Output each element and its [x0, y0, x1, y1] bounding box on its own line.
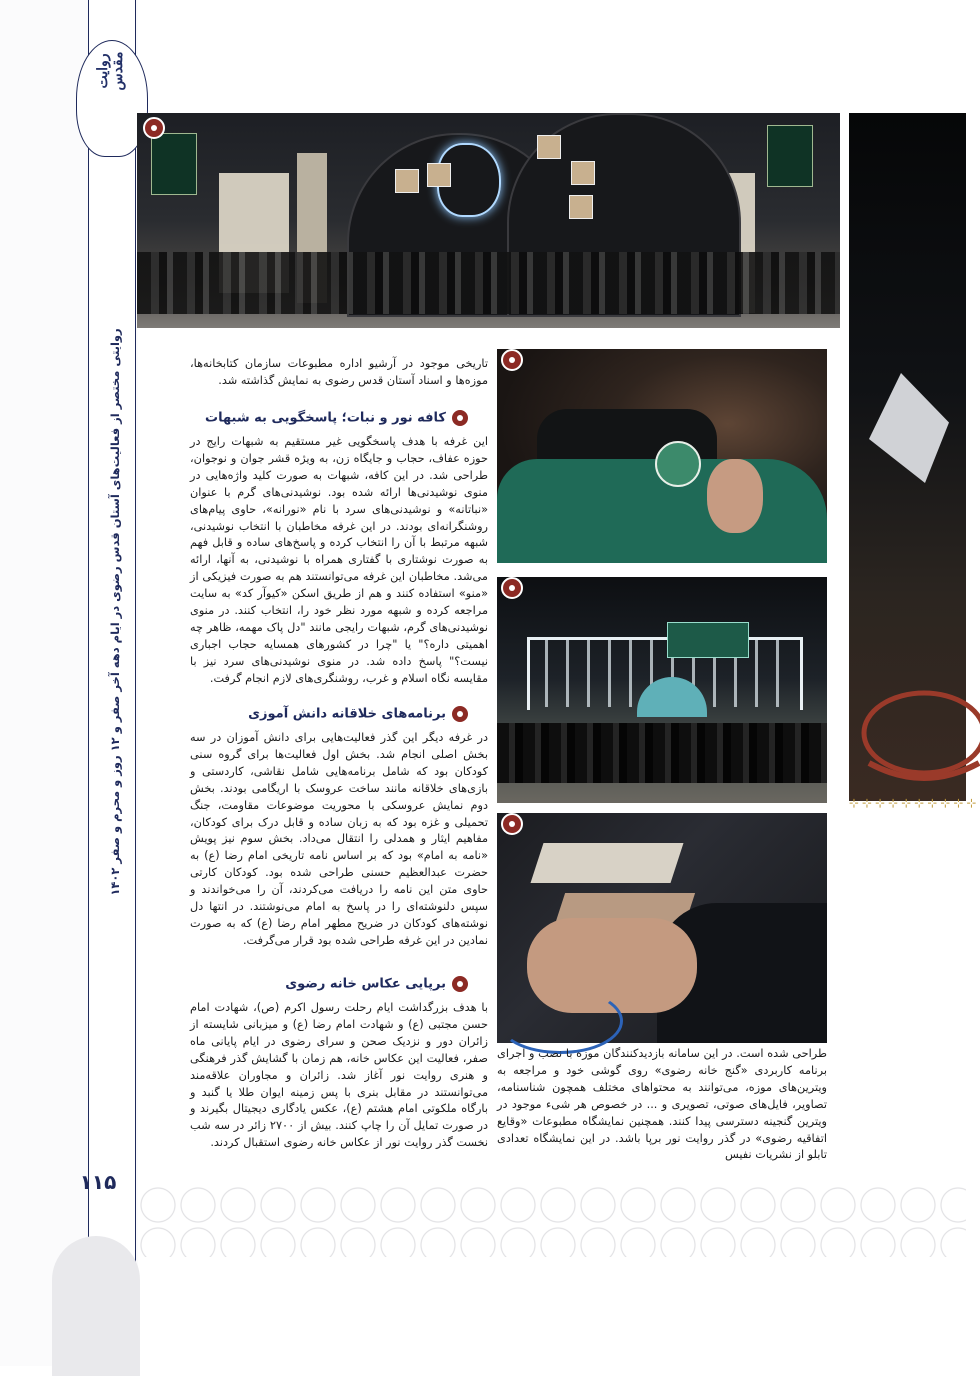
portrait-frame	[569, 195, 593, 219]
photo-badge-icon	[501, 813, 523, 835]
section-heading-students: برنامه‌های خلاقانه دانش آموزی	[190, 706, 468, 722]
section-body-students: در غرفه دیگر این گذر فعالیت‌هایی برای دانش آموزان در سه بخش اصلی انجام شد. بخش اول فعالیت‌ها برای گروه سنی کودکان بود که شامل برنامه‌هایی شامل نقاشی، کاردستی و بازی‌های خلاقانه مانند ساخت عروسک با اریگامی بودند. بخش دوم نمایش عروسکی با محوریت موضوعات مقاومت، جنگ تحمیلی و غزه بود که به زبان ساده و قابل درک برای کودکان، مفاهیم ایثار و همدلی را انتقال می‌داد. بخش سوم نیز پویش «نامه به امام» بود که بر اساس نامه تاریخی امام رضا (ع) به حضرت عبدالعظیم حسنی طراحی شده بود. کودکان کارتی حاوی متن این نامه را دریافت می‌کردند، آن را می‌خواندند و سپس دلنوشته‌ای را در پاسخ به امام می‌نوشتند. در انتها دل نوشته‌های کودکان در ضریح مطهر امام رضا (ع) که به صورت نمادین در این غرفه طراحی شده بود قرار می‌گرفت.	[190, 731, 488, 947]
section-heading-cafe: کافه نور و نبات؛ پاسخگویی به شبهات	[190, 410, 468, 426]
crowd	[137, 252, 840, 314]
page-number: ۱۱۵	[79, 1170, 117, 1194]
photo-student-booth	[497, 577, 827, 803]
photo-right-edge	[849, 113, 966, 801]
main-photo-cafe-booth	[137, 113, 840, 328]
side-banner: روایتی مختصر از فعالیت‌های آستان قدس رضوی در ایام دهه آخر صفر و ۱۲ روز و محرم و صفر ۱۴۰۲	[108, 328, 122, 896]
sticker-badge	[655, 441, 701, 487]
section-bullet-icon	[452, 706, 468, 722]
photo-badge-icon	[143, 117, 165, 139]
publication-logo: روایت مقدس	[95, 51, 126, 91]
portrait-frame	[427, 163, 451, 187]
portrait-frame	[537, 135, 561, 159]
left-rail	[0, 0, 138, 1366]
portrait-frame	[571, 161, 595, 185]
section-heading-photo-studio: برپایی عکاس خانه رضوی	[190, 976, 468, 992]
right-column-paragraph: طراحی شده است. در این سامانه بازدیدکنندگان موزه با نصب و اجرای برنامه کاربردی «گنج خانه رضوی» روی گوشی خود و مراجعه به ویترین‌های موزه، می‌توانند به محتواهای مختلف همچون شناسنامه، تصاویر، فایل‌های صوتی، تصویری و ... در خصوص هر شیء موجود در ویترین گنجینه دسترسی پیدا کنند. همچنین نمایشگاه مطبوعات «وقایع اتفاقیه رضوی» در گذر روایت نور برپا باشد. در این نمایشگاه تعدادی تابلو از نشریات نفیس	[497, 1047, 827, 1162]
bottom-pattern	[138, 1185, 966, 1257]
photo-child-sticker	[497, 349, 827, 563]
page-number-arch	[52, 1236, 140, 1376]
basket-icon	[849, 673, 966, 801]
blue-cable	[497, 988, 623, 1054]
green-banner	[667, 622, 749, 658]
ornament-border: ⊹⊹⊹⊹⊹⊹⊹⊹⊹⊹	[849, 796, 980, 810]
section-body-cafe: این غرفه با هدف پاسخگویی غیر مستقیم به شبهات رایج در حوزه عفاف، حجاب و جایگاه زن، به ویژه قشر جوان و نوجوان، طراحی شد. در این کافه، شبهات به صورت کلید واژه‌هایی در منوی نوشیدنی‌ها ارائه شده بود. نوشیدنی‌های گرم با عنوان «نباتانه» و نوشیدنی‌های سرد با نام «نورانه»، حاوی پیام‌های روشنگرانه‌ای بودند. در این غرفه مخاطبان با انتخاب نوشیدنی، شبهه مرتبط با آن را انتخاب کرده و پاسخ‌های ساده و قابل فهم به صورت نوشتاری با گفتاری همراه با نوشیدنی، به آنها، ارائه می‌شد. مخاطبان این غرفه می‌توانستند هم به صورت فیزیکی از «منو» استفاده کنند و هم از طریق اسکن «کیوآر کد» به سایت مراجعه کرده و شبهه مورد نظر خود را، انتخاب کنند. در منوی نوشیدنی‌های گرم، شبهات رایجی مانند "دل پاک مهمه، ظاهر چه اهمیتی داره؟" یا "چرا در کشورهای همسایه حجاب اجباری نیست؟" پاسخ داده شد. در منوی نوشیدنی‌های سرد نیز با مقایسه نگاه اسلام و غرب، روشنگری‌های لازم انجام گرفت.	[190, 435, 488, 685]
section-body-photo-studio: با هدف بزرگداشت ایام رحلت رسول اکرم (ص)، شهادت امام حسن مجتبی (ع) و شهادت امام رضا (ع) و میزبانی شایسته از زائران دور و نزدیک صحن و سرای رضوی در ایام پایانی ماه صفر، فعالیت این عکاس خانه، هم زمان با گشایش گذر فرهنگی و هنری روایت نور آغاز شد. زائران و مجاوران علاقه‌مند می‌توانستند در مقابل بنری با پس زمینه ایوان طلا یا گنبد و بارگاه ملکوتی امام هشتم (ع)، عکس یادگاری دیجیتال بگیرند و در صورت تمایل آن را چاپ کنند. بیش از ۲۷۰۰ زائر در سه شب نخست گذر روایت نور از عکاس خانه رضوی استقبال کردند.	[190, 1001, 488, 1150]
crowd	[497, 723, 827, 783]
photo-stack	[531, 843, 684, 883]
intro-paragraph: تاریخی موجود در آرشیو اداره مطبوعات سازمان کتابخانه‌ها، موزه‌ها و اسناد آستان قدس رضوی به نمایش گذاشته شد.	[190, 357, 488, 387]
portrait-frame	[395, 169, 419, 193]
section-bullet-icon	[452, 976, 468, 992]
cafe-sign-left	[151, 133, 197, 195]
section-bullet-icon	[452, 410, 468, 426]
photo-printing-pictures	[497, 813, 827, 1043]
child-face	[707, 459, 763, 533]
photo-badge-icon	[501, 577, 523, 599]
photo-badge-icon	[501, 349, 523, 371]
white-sculpture	[869, 373, 949, 483]
cafe-sign-right	[767, 125, 813, 187]
